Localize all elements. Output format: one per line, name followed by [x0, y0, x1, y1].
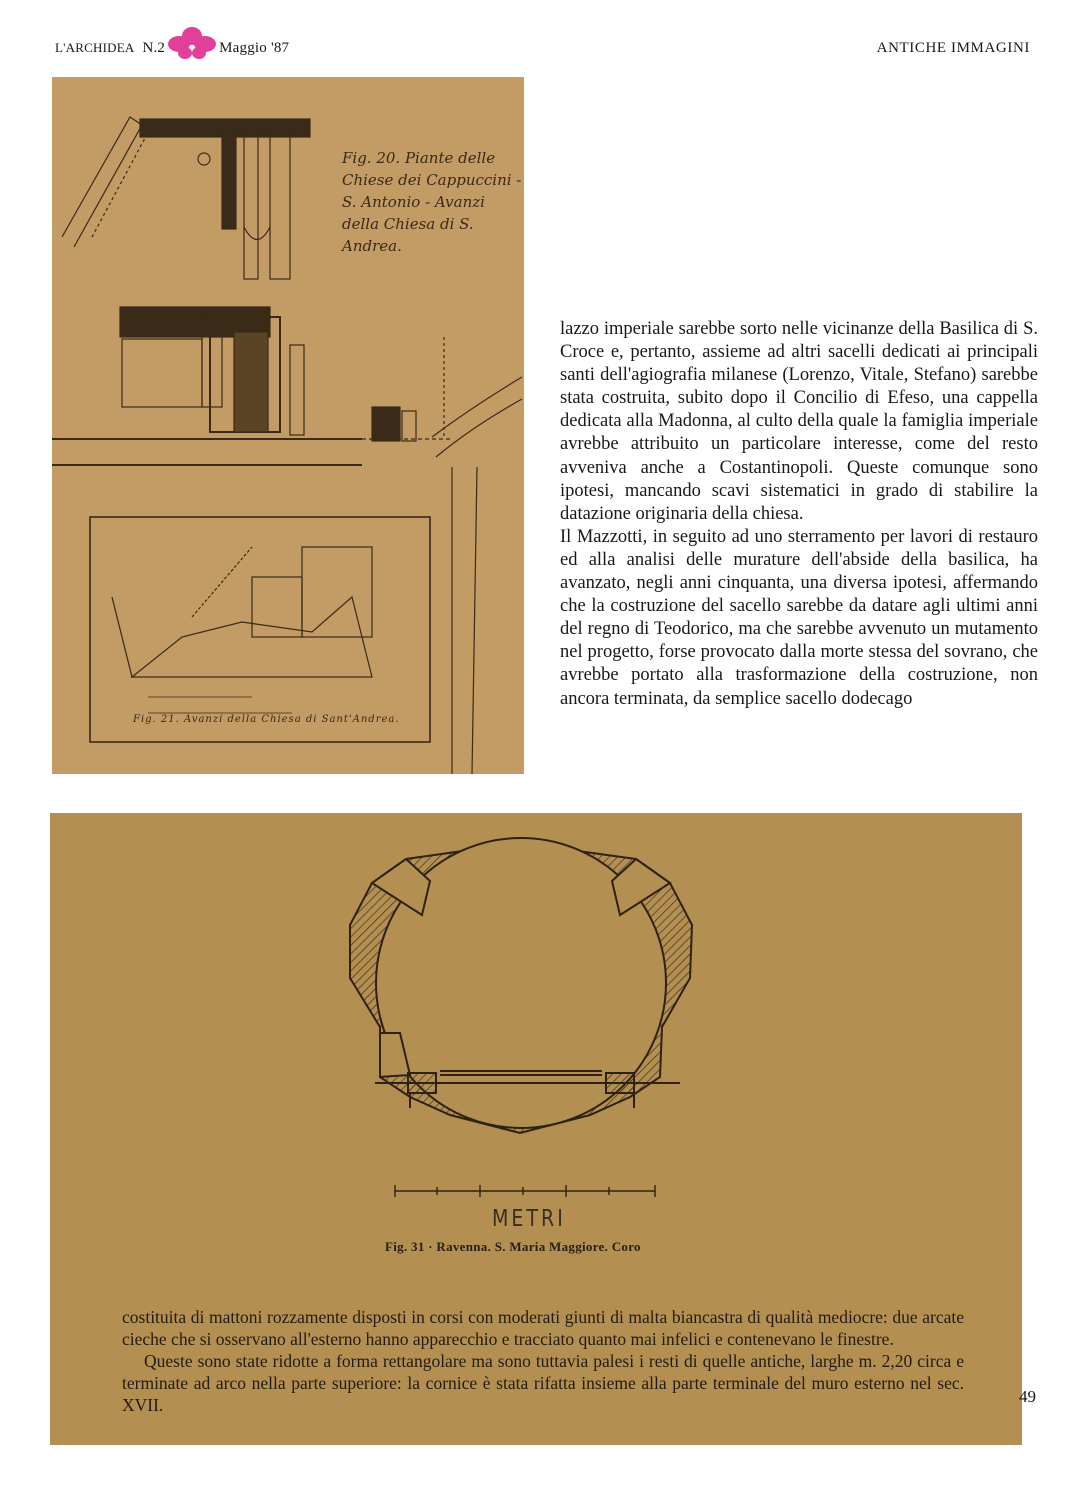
reproduced-paragraph: costituita di mattoni rozzamente disposti in corsi con moderati giunti di malta biancastra di qualità mediocre: due arcate cieche che si osservano all'esterno hanno apparecchio e tracciato quanto mai infelici e contenevano le finestre.	[122, 1307, 964, 1349]
article-paragraph: lazzo imperiale sarebbe sorto nelle vicinanze della Basilica di S. Croce e, pertanto, assieme ad altri sacelli dedicati ai principali santi dell'agiografia milanese (Lorenzo, Vitale, Stefano) sarebbe stata costruita, subito dopo il Concilio di Efeso, una cappella dedicata alla Madonna, al culto della quale la famiglia imperiale avrebbe attribuito un particolare interesse, come del resto avveniva anche a Costantinopoli. Queste comunque sono ipotesi, mancando scavi sistematici in grado di stabilire la datazione originaria della chiesa.	[560, 319, 1038, 524]
issue-number: N.2	[142, 39, 166, 56]
article-text	[560, 318, 1038, 711]
reproduced-paragraph: Queste sono state ridotte a forma rettangolare ma sono tuttavia palesi i resti di quelle antiche, larghe m. 2,20 circa e terminate ad arco nella parte superiore: la cornice è stata rifatta insieme alla parte terminale del muro esterno nel sec. XVII.	[122, 1351, 964, 1415]
fig21-caption: Fig. 21. Avanzi della Chiesa di Sant'Andrea.	[133, 714, 400, 725]
magazine-name: L'ARCHIDEA	[55, 40, 135, 55]
fig20-caption: Fig. 20. Piante delle Chiese dei Cappuccini - S. Antonio - Avanzi della Chiesa di S. Andrea.	[342, 149, 522, 255]
running-header-left	[55, 36, 289, 60]
article-paragraph: Il Mazzotti, in seguito ad uno sterramento per lavori di restauro ed alla analisi delle murature dell'abside della basilica, ha avanzato, negli anni cinquanta, una diversa ipotesi, affermando che la costruzione del sacello sarebbe da datare agli ultimi anni del regno di Teodorico, ma che sarebbe avvenuto un mutamento nel progetto, forse provocato dalla morte stessa del sovrano, che avrebbe portato alla trasformazione della costruzione, non ancora terminata, da semplice sacello dodecago	[560, 526, 1038, 709]
section-title: ANTICHE IMMAGINI	[876, 40, 1030, 56]
page-number: 49	[1019, 1387, 1036, 1406]
issue-date: Maggio '87	[219, 39, 290, 56]
scale-label: METRI	[492, 1205, 566, 1233]
reproduced-book-text	[122, 1306, 964, 1416]
orchid-logo-icon	[167, 26, 217, 60]
fig31-caption: Fig. 31 · Ravenna. S. Maria Maggiore. Coro	[385, 1239, 641, 1254]
